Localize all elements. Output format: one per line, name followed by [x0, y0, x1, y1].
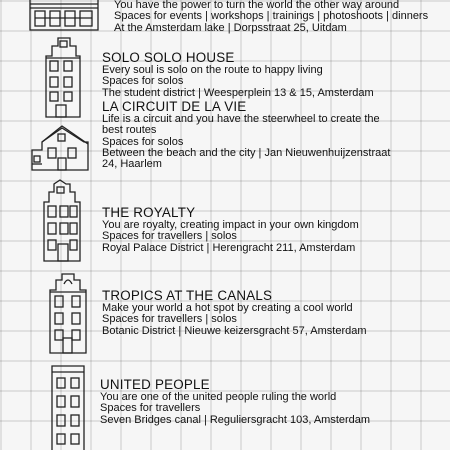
tagline: Life is a circuit and you have the steerwheel to create the best routes: [102, 113, 380, 137]
tagline: You have the power to turn the world the other way around: [114, 0, 400, 11]
location: Between the beach and the city | Jan Nieuwenhuijzenstraat 24, Haarlem: [102, 146, 391, 171]
location: At the Amsterdam lake | Dorpsstraat 25, Uitdam: [114, 21, 347, 34]
gabled-house-sketch-icon: [40, 178, 84, 262]
tall-house-sketch-icon: [48, 362, 88, 450]
tagline: Every soul is solo on the route to happy living: [102, 64, 323, 76]
space-types: Spaces for events | workshops | trainings | photoshoots | dinners: [114, 10, 429, 23]
listing-title: TROPICS AT THE CANALS: [102, 288, 273, 303]
tagline: You are royalty, creating impact in your own kingdom: [102, 219, 359, 231]
listing-title: UNITED PEOPLE: [100, 377, 210, 392]
space-types: Spaces for travellers: [100, 402, 201, 415]
location: The student district | Weesperplein 13 & 15, Amsterdam: [102, 86, 374, 99]
location: Botanic District | Nieuwe keizersgracht 57, Amsterdam: [102, 324, 367, 337]
listing-title: SOLO SOLO HOUSE: [102, 50, 235, 65]
step-gable-house-sketch-icon: [46, 270, 90, 354]
canal-house-sketch-icon: [40, 34, 84, 118]
listing-title: LA CIRCUIT DE LA VIE: [102, 99, 247, 114]
location: Royal Palace District | Herengracht 211, Amsterdam: [102, 241, 356, 254]
space-types: Spaces for solos: [102, 135, 184, 148]
cottage-sketch-icon: [28, 120, 92, 172]
space-types: Spaces for solos: [102, 75, 184, 88]
space-types: Spaces for travellers | solos: [102, 230, 237, 243]
building-sketch-icon: [28, 0, 100, 32]
listing-title: THE ROYALTY: [102, 205, 196, 220]
space-types: Spaces for travellers | solos: [102, 313, 237, 326]
tagline: Make your world a hot spot by creating a cool world: [102, 302, 353, 314]
tagline: You are one of the united people ruling the world: [100, 391, 337, 403]
location: Seven Bridges canal | Reguliersgracht 103, Amsterdam: [100, 413, 371, 426]
